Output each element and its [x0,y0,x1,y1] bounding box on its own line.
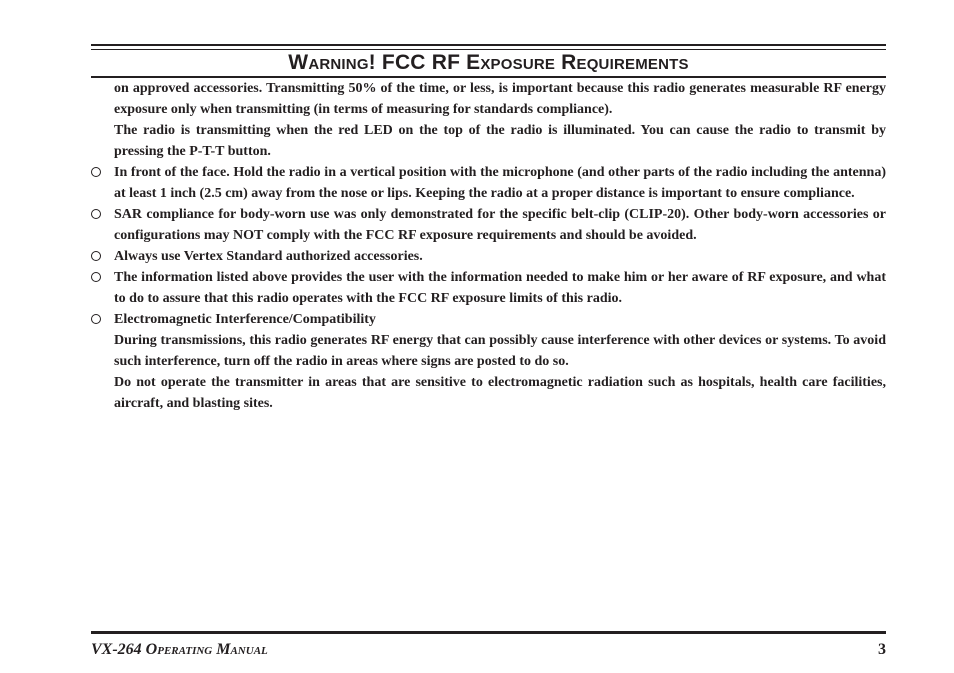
bullet-text: In front of the face. Hold the radio in a vertical position with the microphone (and other parts of the radio including the antenna) at least 1 inch (2.5 cm) away from the nose or lips. Keeping the radio at a proper distance is important to ensure compliance. [114,165,886,201]
header-rule-top [91,44,886,46]
bullet-text: Electromagnetic Interference/Compatibility [114,312,376,327]
bullet-circle-icon [91,167,101,177]
paragraph-text: Do not operate the transmitter in areas that are sensitive to electromagnetic radiation such as hospitals, health care facilities, aircraft, and blasting sites. [114,375,886,411]
paragraph-text: The radio is transmitting when the red LED on the top of the radio is illuminated. You can cause the radio to transmit by pressing the P-T-T button. [114,123,886,159]
bullet-text: The information listed above provides the user with the information needed to make him or her aware of RF exposure, and what to do to assure that this radio operates with the FCC RF exposure limits of this radio. [114,270,886,306]
bullet-text: SAR compliance for body-worn use was only demonstrated for the specific belt-clip (CLIP-20). Other body-worn accessories or configurations may NOT comply with the FCC RF exposure requirements and should be avoided. [114,207,886,243]
page-number: 3 [878,641,886,658]
paragraph [91,372,886,414]
bullet-circle-icon [91,314,101,324]
paragraph-text: on approved accessories. Transmitting 50% of the time, or less, is important because this radio generates measurable RF energy exposure only when transmitting (in terms of measuring for standards compliance). [114,81,886,117]
paragraph-text: During transmissions, this radio generates RF energy that can possibly cause interference with other devices or systems. To avoid such interference, turn off the radio in areas where signs are posted to do so. [114,333,886,369]
bullet-item [91,204,886,246]
body-text [91,78,886,414]
manual-title: VX-264 Operating Manual [91,641,268,658]
bullet-circle-icon [91,209,101,219]
bullet-text: Always use Vertex Standard authorized accessories. [114,249,423,264]
bullet-item [91,246,886,267]
page-title: Warning! FCC RF Exposure Requirements [288,51,689,74]
paragraph [91,78,886,120]
paragraph [91,120,886,162]
bullet-item [91,309,886,330]
bullet-item [91,267,886,309]
footer-rule [91,631,886,634]
bullet-item [91,162,886,204]
bullet-circle-icon [91,272,101,282]
bullet-circle-icon [91,251,101,261]
paragraph [91,330,886,372]
